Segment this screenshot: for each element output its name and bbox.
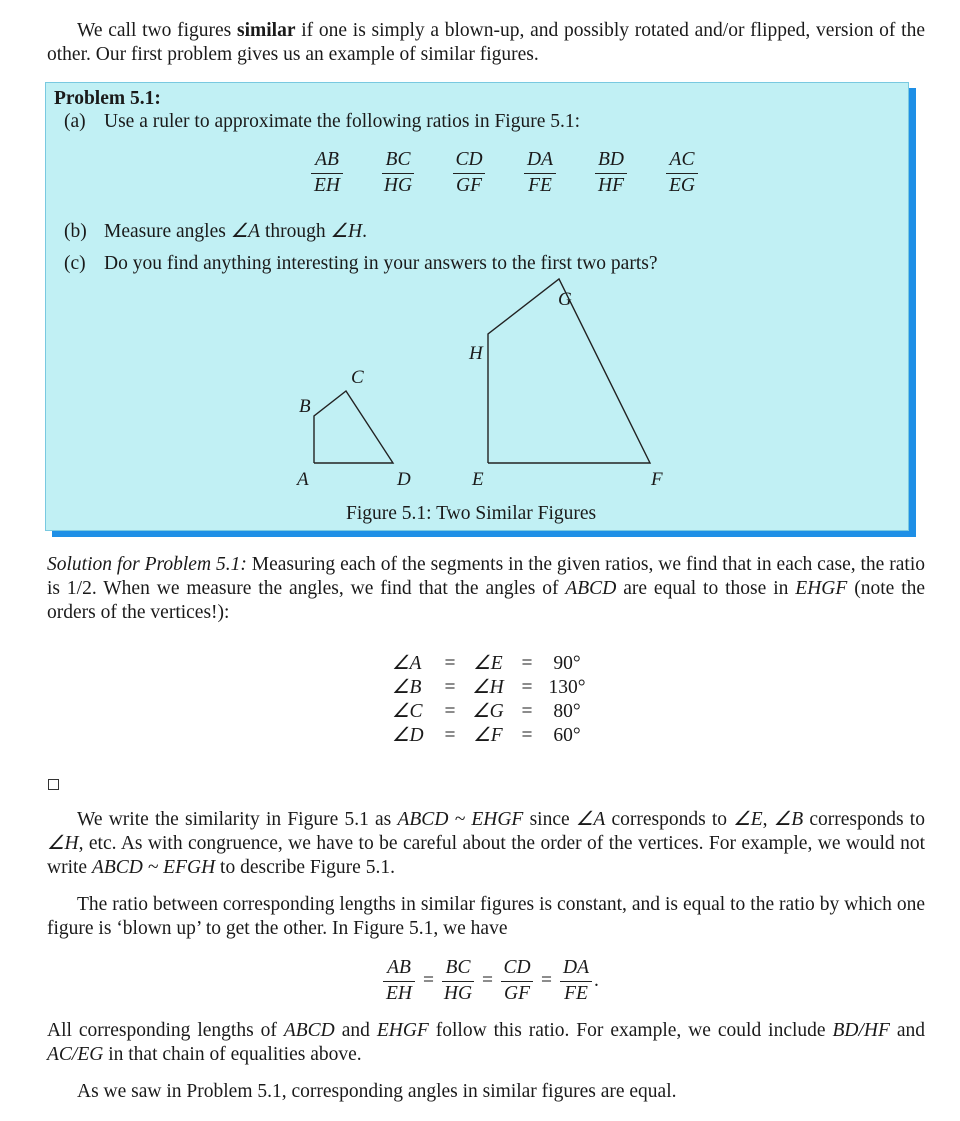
equals-sign: = [444, 725, 456, 746]
qed-box-icon [48, 779, 59, 790]
equals-sign: = [521, 653, 533, 674]
part-b-text: Measure angles [104, 221, 231, 242]
equals-sign: = [521, 725, 533, 746]
corresponding-lengths-paragraph [47, 1019, 925, 1067]
ratio-denominator: EH [314, 175, 340, 196]
figure-caption: Figure 5.1: Two Similar Figures [346, 503, 597, 524]
ratio-numerator: AB [315, 149, 339, 170]
solution-heading: Solution for Problem 5.1: [47, 554, 247, 575]
text: , [762, 809, 774, 830]
similarity-paragraph [47, 808, 925, 880]
intro-text: We call two figures [77, 20, 237, 41]
part-c-label: (c) [64, 253, 86, 274]
vertex-label-b: B [299, 396, 311, 417]
vertex-label-f: F [651, 469, 663, 490]
angle-value: 80° [553, 701, 581, 722]
angle-row [392, 652, 592, 676]
equals-sign: = [521, 701, 533, 722]
text: As we saw in Problem 5.1, corresponding angles in similar figures are equal. [77, 1081, 677, 1102]
ratio-paragraph [47, 893, 925, 941]
fraction-bar [501, 981, 533, 982]
equals-sign: = [482, 970, 493, 991]
text: and [334, 1020, 377, 1041]
ratio-bd-hf: BD/HF [832, 1020, 890, 1041]
vertex-label-h: H [469, 343, 483, 364]
solution-text-3: (note the orders of the vertices!): [47, 578, 926, 623]
fraction-numerator: DA [563, 957, 589, 978]
figure-name-ehgf: EHGF [376, 1020, 429, 1041]
angles-table [392, 652, 592, 748]
text: follow this ratio. For example, we could include [428, 1020, 833, 1041]
figure-name-ehgf: EHGF [795, 578, 848, 599]
ratio-numerator: CD [455, 149, 483, 170]
equals-sign: = [521, 677, 533, 698]
angle-row [392, 676, 592, 700]
ratio-numerator: AC [669, 149, 695, 170]
ratio-denominator: FE [528, 175, 552, 196]
part-b-text-mid: through [260, 221, 331, 242]
equals-sign: = [423, 970, 434, 991]
ratio-ac-eg: AC/EG [47, 1044, 104, 1065]
equals-sign: = [444, 653, 456, 674]
intro-text-rest: if one is simply a blown-up, and possibly rotated and/or flipped, version of the other. Our first problem gives us an example of similar figures. [47, 20, 925, 65]
angle-row [392, 724, 592, 748]
part-a-label: (a) [64, 111, 86, 132]
problem-box [45, 82, 909, 531]
text: All corresponding lengths of [47, 1020, 284, 1041]
figure-name-abcd: ABCD [565, 578, 617, 599]
term-similar: similar [237, 20, 296, 41]
fraction-bar [560, 981, 592, 982]
fraction-denominator: HG [443, 983, 473, 1004]
angle-second: ∠E [473, 653, 503, 674]
equals-sign: = [444, 677, 456, 698]
part-c-text: Do you find anything interesting in your answers to the first two parts? [104, 253, 658, 274]
ratio-equality-chain [383, 957, 599, 1005]
vertex-label-g: G [558, 289, 572, 310]
angle-row [392, 700, 592, 724]
angle-first: ∠B [392, 677, 422, 698]
angle-a: ∠A [575, 809, 606, 830]
fraction-bar [383, 981, 415, 982]
figure-name-abcd: ABCD [283, 1020, 335, 1041]
part-a-text: Use a ruler to approximate the following ratios in Figure 5.1: [104, 111, 581, 132]
text: We write the similarity in Figure 5.1 as [77, 809, 398, 830]
equals-sign: = [541, 970, 552, 991]
fraction-bar [442, 981, 474, 982]
wrong-similarity-statement: ABCD ~ EFGH [91, 857, 216, 878]
text: corresponds to [803, 809, 925, 830]
problem-title: Problem 5.1: [54, 88, 161, 109]
chain-fraction [501, 957, 533, 1005]
fraction-numerator: CD [503, 957, 531, 978]
angle-second: ∠F [473, 725, 503, 746]
angle-value: 60° [553, 725, 581, 746]
fraction-denominator: FE [564, 983, 588, 1004]
solution-paragraph [47, 553, 925, 625]
angle-first: ∠A [392, 653, 422, 674]
angle-value: 90° [553, 653, 581, 674]
ratio-numerator: BD [598, 149, 624, 170]
ratio-denominator: HF [598, 175, 624, 196]
period: . [594, 970, 599, 991]
vertex-label-c: C [351, 367, 364, 388]
ratio-numerator: DA [527, 149, 553, 170]
angle-first: ∠C [392, 701, 423, 722]
ratio-denominator: HG [383, 175, 413, 196]
ratio-numerator: BC [385, 149, 411, 170]
part-b-label: (b) [64, 221, 87, 242]
angle-first: ∠D [392, 725, 424, 746]
angle-h: ∠H [330, 221, 363, 242]
corresponding-angles-paragraph [47, 1080, 925, 1104]
text: and [889, 1020, 926, 1041]
fraction-numerator: BC [445, 957, 471, 978]
text: The ratio between corresponding lengths in similar figures is constant, and is equal to the ratio by which one figure is ‘blown up’ to get the other. In Figure 5.1, we have [47, 894, 925, 939]
angle-e: ∠E [733, 809, 763, 830]
equals-sign: = [444, 701, 456, 722]
vertex-label-d: D [397, 469, 411, 490]
quadrilateral-abcd [314, 391, 393, 463]
ratio-denominator: GF [456, 175, 482, 196]
text: since [523, 809, 576, 830]
angle-second: ∠H [472, 677, 504, 698]
part-b-text-end: . [362, 221, 367, 242]
fraction-numerator: AB [387, 957, 411, 978]
similarity-statement: ABCD ~ EHGF [397, 809, 524, 830]
fraction-denominator: EH [386, 983, 412, 1004]
figure-5-1 [46, 83, 910, 532]
chain-fraction [560, 957, 592, 1005]
angle-h: ∠H [47, 833, 79, 854]
text: corresponds to [605, 809, 734, 830]
angle-a: ∠A [230, 221, 261, 242]
angle-b: ∠B [773, 809, 804, 830]
fraction-denominator: GF [504, 983, 530, 1004]
vertex-label-e: E [472, 469, 484, 490]
angle-second: ∠G [472, 701, 504, 722]
solution-text-2: are equal to those in [616, 578, 796, 599]
ratio-denominator: EG [669, 175, 695, 196]
vertex-label-a: A [297, 469, 309, 490]
text: to describe Figure 5.1. [215, 857, 395, 878]
solution-text: Measuring each of the segments in the given ratios, we find that in each case, the ratio is 1/2. When we measure the angles, we find that the angles of [47, 554, 925, 599]
chain-fraction [442, 957, 474, 1005]
text: in that chain of equalities above. [103, 1044, 362, 1065]
text: , etc. As with congruence, we have to be careful about the order of the vertices. For example, we would not write [47, 833, 925, 878]
chain-fraction [383, 957, 415, 1005]
angle-value: 130° [548, 677, 586, 698]
intro-paragraph [47, 19, 925, 67]
